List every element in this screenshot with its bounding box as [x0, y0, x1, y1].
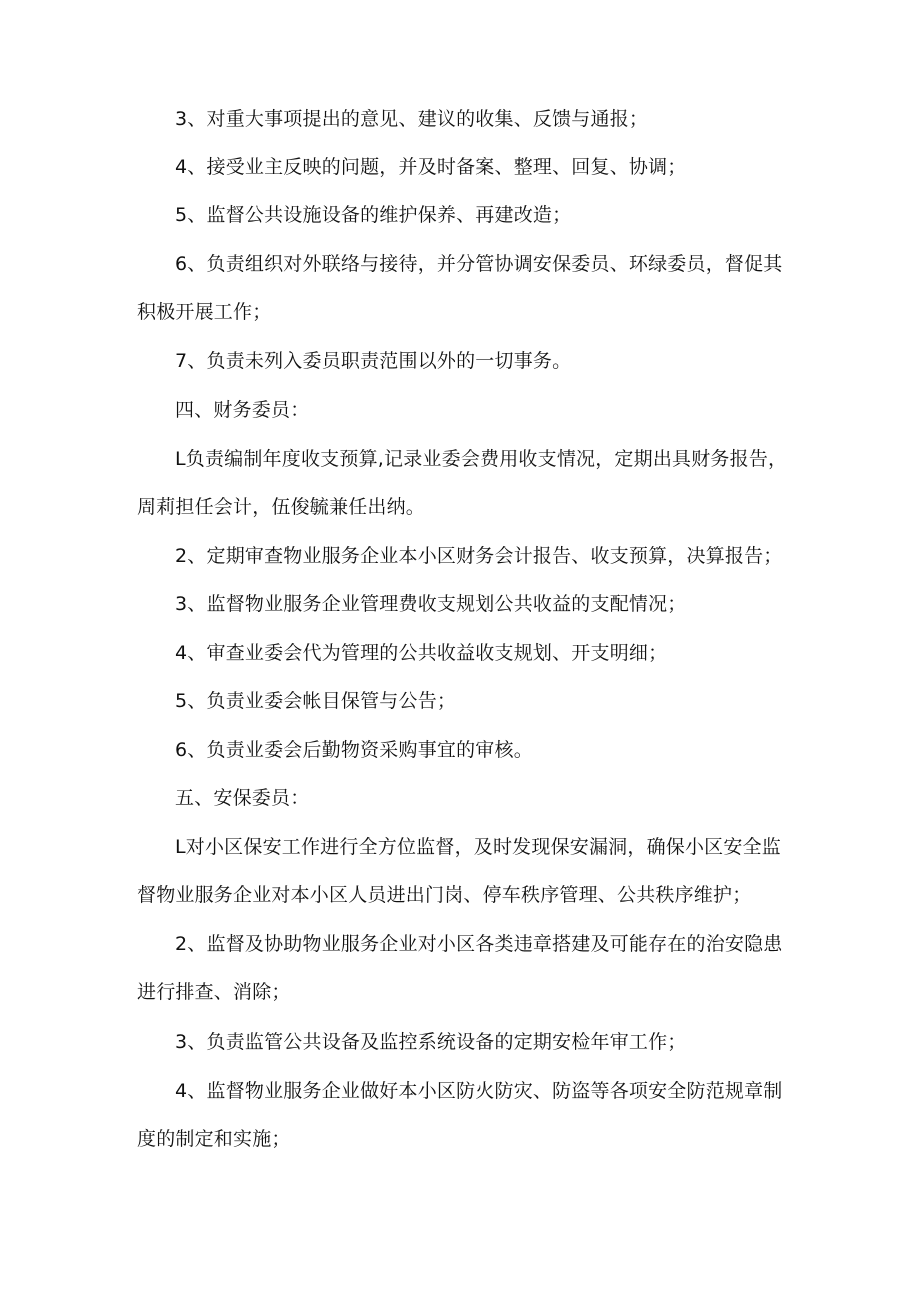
section-heading-security: 五、安保委员：	[175, 787, 310, 809]
paragraph-item: 2、监督及协助物业服务企业对小区各类违章搭建及可能存在的治安隐患进行排查、消除；	[137, 933, 783, 1003]
paragraph-item: 5、负责业委会帐目保管与公告；	[175, 690, 457, 712]
section-heading-finance: 四、财务委员：	[175, 399, 310, 421]
paragraph-item: 4、审查业委会代为管理的公共收益收支规划、开支明细；	[175, 642, 668, 664]
paragraph-item: 6、负责业委会后勤物资采购事宜的审核。	[175, 739, 533, 761]
paragraph-item: L对小区保安工作进行全方位监督，及时发现保安漏洞，确保小区安全监督物业服务企业对本小区人员进出门岗、停车秩序管理、公共秩序维护；	[137, 836, 781, 906]
paragraph-item: 4、接受业主反映的问题，并及时备案、整理、回复、协调；	[175, 156, 687, 178]
paragraph-item: 5、监督公共设施设备的维护保养、再建改造；	[175, 204, 572, 226]
paragraph-item: L负责编制年度收支预算,记录业委会费用收支情况，定期出具财务报告，周莉担任会计，伍俊毓兼任出纳。	[137, 448, 788, 518]
paragraph-item: 3、对重大事项提出的意见、建议的收集、反馈与通报；	[175, 108, 649, 130]
paragraph-item: 2、定期审查物业服务企业本小区财务会计报告、收支预算，决算报告；	[175, 545, 783, 567]
paragraph-item: 3、负责监管公共设备及监控系统设备的定期安检年审工作；	[175, 1031, 687, 1053]
paragraph-item: 7、负责未列入委员职责范围以外的一切事务。	[175, 350, 572, 372]
paragraph-item: 4、监督物业服务企业做好本小区防火防灾、防盗等各项安全防范规章制度的制定和实施；	[137, 1080, 783, 1150]
paragraph-item: 3、监督物业服务企业管理费收支规划公共收益的支配情况；	[175, 593, 687, 615]
paragraph-item: 6、负责组织对外联络与接待，并分管协调安保委员、环绿委员，督促其积极开展工作；	[137, 253, 783, 323]
